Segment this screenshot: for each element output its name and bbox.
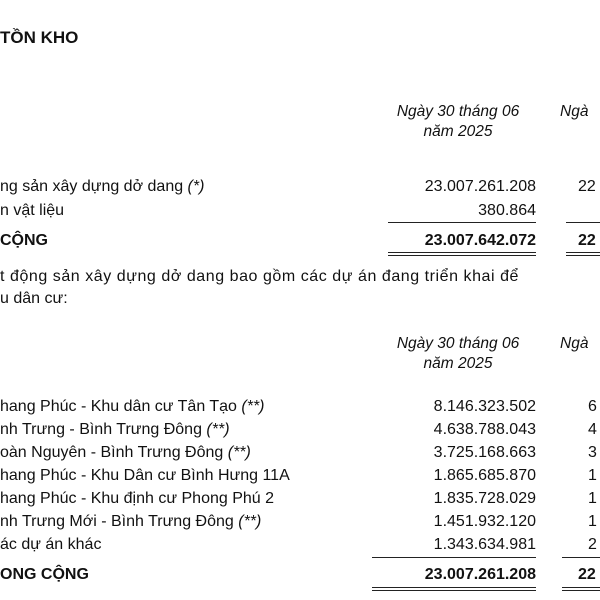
table1-subtotal-rule-col2 bbox=[566, 222, 600, 223]
paragraph-line-1: t động sản xây dựng dở dang bao gồm các dự án đang triển khai để bbox=[0, 268, 519, 285]
table1-total-col2: 22 bbox=[578, 232, 596, 249]
table2-row-label: nh Trưng - Bình Trưng Đông (**) bbox=[0, 421, 230, 438]
table1-row-label: ng sản xây dựng dở dang (*) bbox=[0, 178, 205, 195]
table2-total-label: ONG CỘNG bbox=[0, 566, 89, 583]
table1-col1-header-line2: năm 2025 bbox=[423, 123, 493, 140]
table1-col2-header: Ngà bbox=[560, 103, 589, 120]
table1-row-value: 380.864 bbox=[478, 202, 536, 219]
table1-subtotal-rule bbox=[388, 222, 536, 223]
table1-total-rule-col2-2 bbox=[566, 255, 600, 256]
table1-row-label: n vật liệu bbox=[0, 202, 65, 219]
table2-col1-header-line1: Ngày 30 tháng 06 bbox=[396, 335, 520, 352]
table2-row-label: nh Trưng Mới - Bình Trưng Đông (**) bbox=[0, 513, 262, 530]
table2-row-col2: 1 bbox=[588, 490, 597, 507]
table2-row-value: 1.835.728.029 bbox=[433, 490, 536, 507]
table1-total-value: 23.007.642.072 bbox=[424, 232, 536, 249]
section-title: TỒN KHO bbox=[0, 28, 79, 47]
table2-row-value: 1.865.685.870 bbox=[433, 467, 536, 484]
table2-row-col2: 2 bbox=[588, 536, 597, 553]
table2-total-rule-col2-1 bbox=[562, 587, 600, 588]
table2-row-col2: 4 bbox=[588, 421, 597, 438]
table2-row-col2: 6 bbox=[588, 398, 597, 415]
table2-row-col2: 3 bbox=[588, 444, 597, 461]
table2-total-rule-col2-2 bbox=[562, 590, 600, 591]
table2-total-rule-2 bbox=[372, 590, 536, 591]
table2-row-col2: 1 bbox=[588, 513, 597, 530]
table1-col1-header-line1: Ngày 30 tháng 06 bbox=[396, 103, 520, 120]
table2-row-label: hang Phúc - Khu Dân cư Bình Hưng 11A bbox=[0, 467, 290, 484]
table2-row-value: 4.638.788.043 bbox=[433, 421, 536, 438]
table2-col1-header-line2: năm 2025 bbox=[423, 355, 493, 372]
table1-col1-header bbox=[378, 102, 538, 142]
table2-row-value: 1.451.932.120 bbox=[433, 513, 536, 530]
table1-total-rule-col2-1 bbox=[566, 252, 600, 253]
table2-row-label: ác dự án khác bbox=[0, 536, 102, 553]
table2-col2-header: Ngà bbox=[560, 335, 589, 352]
table2-row-label: hang Phúc - Khu dân cư Tân Tạo (**) bbox=[0, 398, 265, 415]
table1-total-rule-1 bbox=[388, 252, 536, 253]
paragraph-line-2: u dân cư: bbox=[0, 290, 68, 307]
table2-total-rule-1 bbox=[372, 587, 536, 588]
table1-total-rule-2 bbox=[388, 255, 536, 256]
table2-row-label: oàn Nguyên - Bình Trưng Đông (**) bbox=[0, 444, 251, 461]
table2-total-col2: 22 bbox=[578, 566, 596, 583]
table2-total-value: 23.007.261.208 bbox=[424, 566, 536, 583]
table1-row-col2: 22 bbox=[578, 178, 596, 195]
table2-col1-header bbox=[378, 334, 538, 374]
table2-subtotal-rule-col2 bbox=[562, 557, 600, 558]
table2-row-value: 1.343.634.981 bbox=[433, 536, 536, 553]
table2-subtotal-rule bbox=[372, 557, 536, 558]
table2-row-value: 8.146.323.502 bbox=[433, 398, 536, 415]
table1-row-value: 23.007.261.208 bbox=[424, 178, 536, 195]
table2-row-value: 3.725.168.663 bbox=[433, 444, 536, 461]
table2-row-label: hang Phúc - Khu định cư Phong Phú 2 bbox=[0, 490, 275, 507]
table2-row-col2: 1 bbox=[588, 467, 597, 484]
table1-total-label: CỘNG bbox=[0, 232, 48, 249]
